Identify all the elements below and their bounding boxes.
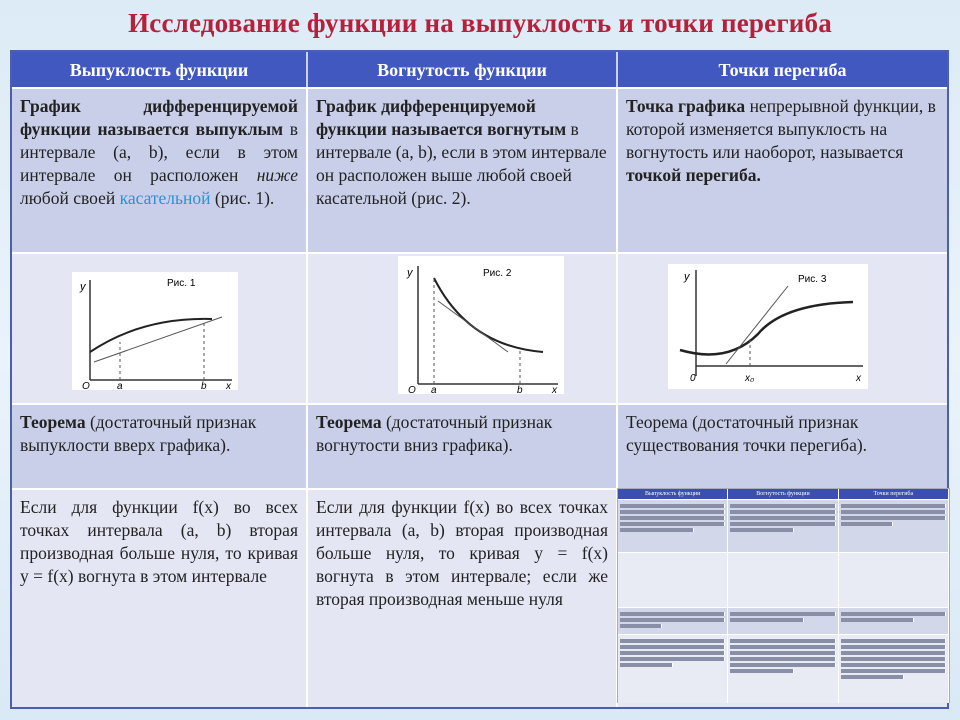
figure-2-caption: Рис. 2 (483, 268, 512, 279)
figure-2-a-label: a (431, 385, 437, 394)
figure-2-x-label: x (552, 385, 557, 394)
figure-1-y-label: y (80, 281, 86, 293)
definitions-row (12, 89, 947, 254)
definition-convex (12, 89, 308, 252)
figure-3-x0-label: x₀ (745, 373, 755, 384)
figure-3-x-label: x (856, 373, 861, 384)
definition-convex-text1: в интервале (a, b), если в этом интервале он расположен (20, 119, 298, 185)
theorem-inflection-text: Теорема (достаточный признак существования точки перегиба). (626, 412, 868, 455)
figure-3-y-label: y (684, 271, 690, 283)
condition-concave: Если для функции f(x) во всех точках интервала (a, b) вторая производная больше нуля, то кривая y = f(x) вогнута в этом интервале; если же вторая производная меньше нуля (308, 490, 618, 707)
definition-inflection-text: непрерывной функции, в которой изменяется выпуклость на вогнутость или наоборот, называется (626, 96, 936, 162)
theorem-convex-text: (достаточный признак выпуклости вверх графика). (20, 412, 257, 455)
figure-2-y-label: y (407, 267, 413, 279)
tangent-link[interactable]: касательной (119, 188, 211, 208)
figure-2-concave (398, 256, 564, 394)
mini-row-4 (618, 634, 949, 703)
definition-inflection (618, 89, 947, 252)
theorem-concave-text: (достаточный признак вогнутости вниз графика). (316, 412, 553, 455)
figure-3-inflection (668, 264, 868, 389)
header-concave: Вогнутость функции (308, 52, 618, 87)
theorem-concave (308, 405, 618, 488)
definition-concave-bold: График дифференцируемой функции называется вогнутым (316, 96, 567, 139)
theorem-inflection (618, 405, 947, 488)
mini-row-3 (618, 607, 949, 634)
figure-1-convex (72, 272, 238, 390)
definition-convex-italic: ниже (256, 165, 298, 185)
theorem-concave-bold: Теорема (316, 412, 382, 432)
mini-row-2 (618, 552, 949, 607)
figure-2-origin-label: O (408, 385, 416, 394)
figure-cell-2 (308, 254, 618, 403)
figures-row (12, 254, 947, 405)
definition-convex-text3: (рис. 1). (210, 188, 275, 208)
figure-3-origin-label: 0 (690, 373, 696, 384)
mini-header-2: Вогнутость функции (728, 489, 838, 499)
figure-1-origin-label: O (82, 381, 90, 390)
definition-convex-text2: любой своей (20, 188, 120, 208)
figure-3-caption: Рис. 3 (798, 274, 827, 285)
header-convex: Выпуклость функции (12, 52, 308, 87)
figure-1-b-label: b (201, 381, 207, 390)
definition-inflection-bold2: точкой перегиба. (626, 165, 761, 185)
mini-row-1 (618, 499, 949, 552)
figure-1-a-label: a (117, 381, 123, 390)
figure-2-b-label: b (517, 385, 523, 394)
mini-header-1: Выпуклость функции (618, 489, 728, 499)
definition-convex-bold: График дифференцируемой функции называется выпуклым (20, 96, 298, 139)
mini-header-3: Точки перегиба (839, 489, 949, 499)
theorems-row (12, 405, 947, 490)
header-inflection: Точки перегиба (718, 60, 847, 80)
page-title: Исследование функции на выпуклость и точки перегиба (128, 8, 832, 38)
theorem-convex-bold: Теорема (20, 412, 86, 432)
definition-concave (308, 89, 618, 252)
table-header-row (12, 52, 947, 89)
theorem-convex (12, 405, 308, 488)
mini-table-thumbnail (617, 488, 950, 703)
figure-cell-1 (12, 254, 308, 403)
figure-1-caption: Рис. 1 (167, 278, 196, 289)
definition-concave-text: в интервале (a, b), если в этом интервале он расположен выше любой своей касательной (рис. 2). (316, 119, 607, 208)
figure-1-x-label: x (226, 381, 231, 390)
condition-convex: Если для функции f(x) во всех точках интервала (a, b) вторая производная больше нуля, то кривая y = f(x) вогнута в этом интервале (12, 490, 308, 707)
mini-table-header (618, 489, 949, 499)
figure-cell-3 (618, 254, 947, 403)
definition-inflection-bold: Точка графика (626, 96, 746, 116)
